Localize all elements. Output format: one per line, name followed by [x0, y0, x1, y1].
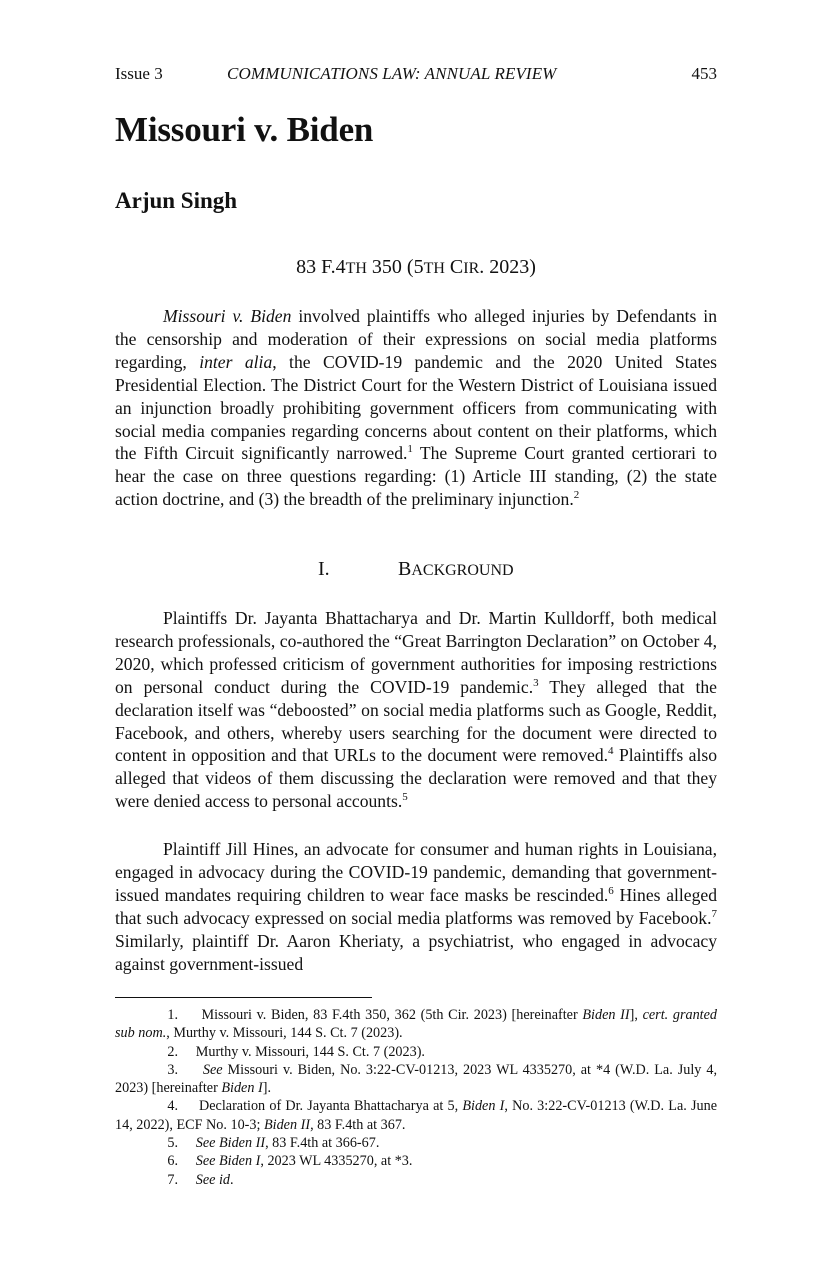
footnote-text: . [230, 1171, 234, 1188]
footnote-text: ]. [262, 1080, 272, 1097]
footnote [115, 1134, 717, 1152]
footnote-text: , 83 F.4th at 366-67. [265, 1135, 380, 1152]
author-name: Arjun Singh [115, 188, 238, 213]
article-title: Missouri v. Biden [115, 110, 374, 149]
page-number: 453 [691, 64, 717, 83]
section-title-rest: ACKGROUND [411, 562, 514, 579]
footnote-number [115, 1171, 178, 1189]
footnote-text: Missouri v. Biden, No. 3:22-CV-01213, 2023 WL 4335270, at *4 (W.D. La. July 4, 2023) [hereinafter [115, 1061, 718, 1097]
footnote-number-text: 1. [167, 1007, 178, 1023]
footnote-text: Biden I [462, 1098, 505, 1115]
journal-title: COMMUNICATIONS LAW: ANNUAL REVIEW [227, 64, 557, 83]
paragraph-text: , the COVID-19 pandemic and the 2020 United States Presidential Election. The District Court for the Western District of Louisiana issued an injunction broadly prohibiting government officers from communicating with social media companies regarding concerns about content on their platforms, which the Fifth Circuit significantly narrowed. [115, 351, 717, 464]
citation-part: C [444, 256, 464, 278]
footnote-text: , 83 F.4th at 367. [310, 1116, 406, 1133]
issue-label: Issue 3 [115, 64, 163, 83]
footnote-text: ], [629, 1007, 643, 1023]
footnote-text: Biden I [221, 1080, 263, 1097]
footnote-ref[interactable]: 5 [402, 791, 408, 804]
intro-paragraph [115, 305, 717, 511]
footnote-text: cert. granted sub nom. [115, 1007, 718, 1042]
paragraph-text: Hines alleged that such advocacy expressed on social media platforms was removed by Facebook. [115, 884, 717, 928]
footnote-number-text: 2. [167, 1043, 178, 1060]
footnote [115, 1043, 717, 1061]
paragraph-text: The Supreme Court granted certiorari to hear the case on three questions regarding: (1) Article III standing, (2) the state action doctrine, and (3) the breadth of the preliminary injunction. [115, 443, 717, 510]
footnote-number-text: 5. [167, 1135, 178, 1152]
footnote-ref[interactable]: 6 [608, 884, 614, 897]
footnote-number-text: 7. [167, 1171, 178, 1188]
paragraph-text: Plaintiffs Dr. Jayanta Bhattacharya and Dr. Martin Kulldorff, both medical research professionals, co-authored the “Great Barrington Declaration” on October 4, 2020, which professed criticism of government authorities for imposing restrictions on personal conduct during the COVID-19 pandemic. [115, 608, 717, 697]
section-title-initial: B [398, 558, 412, 580]
background-paragraph-1 [115, 607, 717, 813]
citation-part: 83 F.4 [296, 256, 346, 278]
section-heading [115, 558, 717, 584]
background-paragraph-2 [115, 838, 717, 975]
footnote-ref[interactable]: 7 [711, 907, 717, 920]
footnote-number-text: 3. [167, 1061, 178, 1078]
paragraph-text: Plaintiff Jill Hines, an advocate for consumer and human rights in Louisiana, engaged in advocacy during the COVID-19 pandemic, demanding that government-issued mandates requiring children to wear face masks be rescinded. [115, 839, 717, 905]
section-title [398, 558, 514, 581]
footnote-number [115, 1061, 178, 1079]
footnote-number [115, 1134, 178, 1152]
footnote-number-text: 4. [167, 1098, 178, 1115]
footnote [115, 1152, 717, 1170]
footnote-text: Murthy v. Missouri, 144 S. Ct. 7 (2023). [195, 1043, 425, 1060]
footnote-text: Biden II [263, 1116, 311, 1133]
footnote-number [115, 1152, 178, 1170]
footnote-text: , Murthy v. Missouri, 144 S. Ct. 7 (2023). [166, 1025, 403, 1042]
paragraph-text: Plaintiffs also alleged that videos of them discussing the declaration were removed and that they were denied access to personal accounts. [115, 745, 717, 812]
citation-part: TH [345, 260, 367, 277]
footnote-text: Biden II [582, 1007, 630, 1023]
footnote-signal: See Biden I [195, 1153, 261, 1170]
running-head [115, 64, 717, 88]
citation-part: 350 (5 [366, 256, 424, 278]
footnote-text: , No. 3:22-CV-01213 (W.D. La. June 14, 2022), ECF No. 10-3; [115, 1098, 717, 1133]
footnote [115, 1097, 717, 1134]
case-citation [115, 256, 717, 279]
footnote [115, 1006, 717, 1043]
footnote-signal: See id [195, 1171, 231, 1188]
footnote-number [115, 1097, 178, 1115]
footnote-ref[interactable]: 1 [407, 443, 413, 456]
footnotes [115, 1006, 717, 1189]
footnote-text: Missouri v. Biden, 83 F.4th 350, 362 (5th Cir. 2023) [hereinafter [201, 1007, 583, 1023]
footnote-text: , 2023 WL 4335270, at *3. [260, 1153, 413, 1170]
paragraph-text: involved plaintiffs who alleged injuries by Defendants in the censorship and moderation of their expressions on social media platforms regarding, [115, 306, 717, 372]
footnote-ref[interactable]: 3 [533, 676, 539, 689]
footnote-number-text: 6. [167, 1153, 178, 1170]
latin-phrase: inter alia [199, 351, 273, 372]
citation-part: IR [463, 260, 480, 277]
footnote-text: Declaration of Dr. Jayanta Bhattacharya at 5, [198, 1098, 463, 1115]
section-number: I. [318, 558, 330, 580]
footnote-ref[interactable]: 4 [608, 745, 614, 758]
footnote-ref[interactable]: 2 [573, 489, 580, 502]
footnote-signal: See [202, 1061, 223, 1078]
case-name: Missouri v. Biden [163, 306, 292, 326]
footnote-number [115, 1043, 178, 1061]
citation-part: TH [423, 260, 445, 277]
paragraph-text: Similarly, plaintiff Dr. Aaron Kheriaty, a psychiatrist, who engaged in advocacy against government-issued [115, 930, 717, 974]
footnote-divider [115, 997, 372, 998]
footnote [115, 1171, 717, 1189]
footnote-signal: See Biden II [195, 1135, 266, 1152]
citation-part: . 2023) [479, 256, 536, 278]
footnote [115, 1061, 717, 1098]
footnote-number [115, 1006, 178, 1024]
paragraph-text: They alleged that the declaration itself was “deboosted” on social media platforms such as Google, Reddit, Facebook, and others, whereby users searching for the document were directed to content in opposition and that URLs to the document were removed. [115, 676, 717, 766]
